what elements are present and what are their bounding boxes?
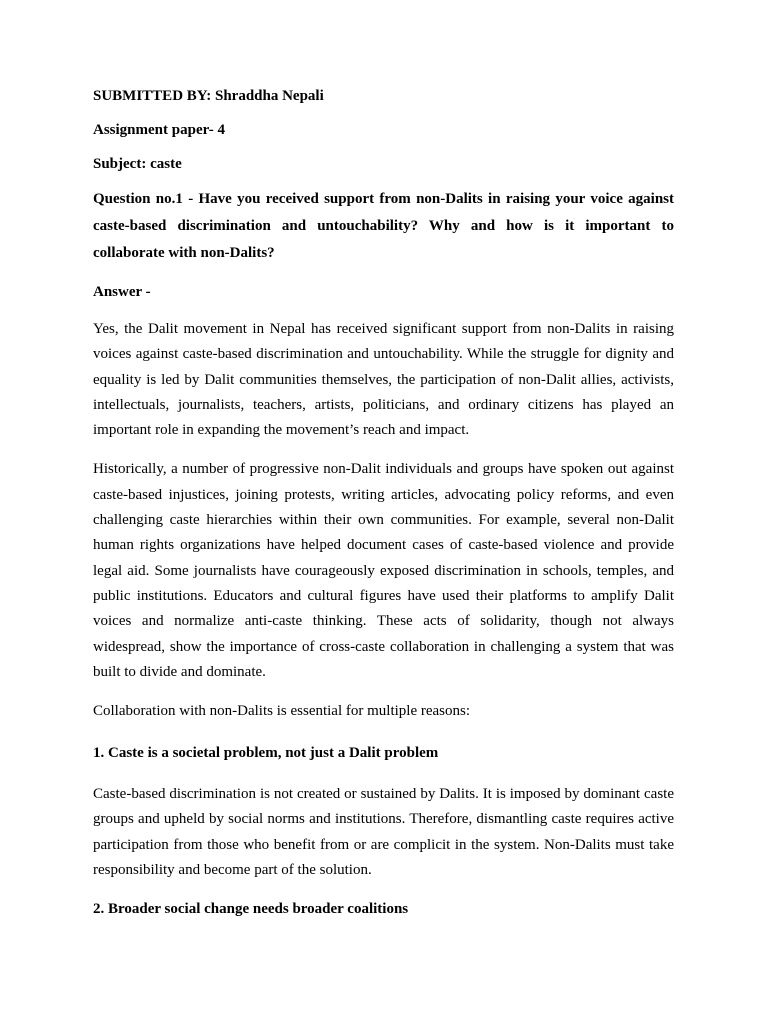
submitted-by: SUBMITTED BY: Shraddha Nepali [93,88,324,104]
subject-line: Subject: caste [93,156,182,172]
paragraph-intro: Yes, the Dalit movement in Nepal has received significant support from non-Dalits in raising voices against caste-based discrimination and untouchability. While the struggle for dignity and equality is led by Dalit communities themselves, the participation of non-Dalit allies, activists, intellectuals, journalists, teachers, artists, politicians, and ordinary citizens has played an important role in expanding the movement’s reach and impact. [93,321,674,439]
section-body-1: Caste-based discrimination is not created or sustained by Dalits. It is imposed by dominant caste groups and upheld by social norms and institutions. Therefore, dismantling caste requires active participation from those who benefit from or are complicit in the system. Non-Dalits must take responsibility and become part of the solution. [93,786,674,879]
paragraph-history: Historically, a number of progressive non-Dalit individuals and groups have spoken out against caste-based injustices, joining protests, writing articles, advocating policy reforms, and even challenging caste hierarchies within their own communities. For example, several non-Dalit human rights organizations have helped document cases of caste-based violence and provide legal aid. Some journalists have courageously exposed discrimination in schools, temples, and public institutions. Educators and cultural figures have used their platforms to amplify Dalit voices and normalize anti-caste thinking. These acts of solidarity, though not always widespread, show the importance of cross-caste collaboration in challenging a system that was built to divide and dominate. [93,461,674,680]
question-text: Question no.1 - Have you received support from non-Dalits in raising your voice against caste-based discrimination and untouchability? Why and how is it important to collaborate with non-Dalits? [93,191,674,261]
section-heading-2: 2. Broader social change needs broader coalitions [93,901,409,918]
answer-label: Answer - [93,284,151,300]
document-page [93,84,674,938]
assignment-title: Assignment paper- 4 [93,122,225,138]
section-heading-1: 1. Caste is a societal problem, not just a Dalit problem [93,745,439,762]
paragraph-reasons-intro: Collaboration with non-Dalits is essential for multiple reasons: [93,703,471,720]
